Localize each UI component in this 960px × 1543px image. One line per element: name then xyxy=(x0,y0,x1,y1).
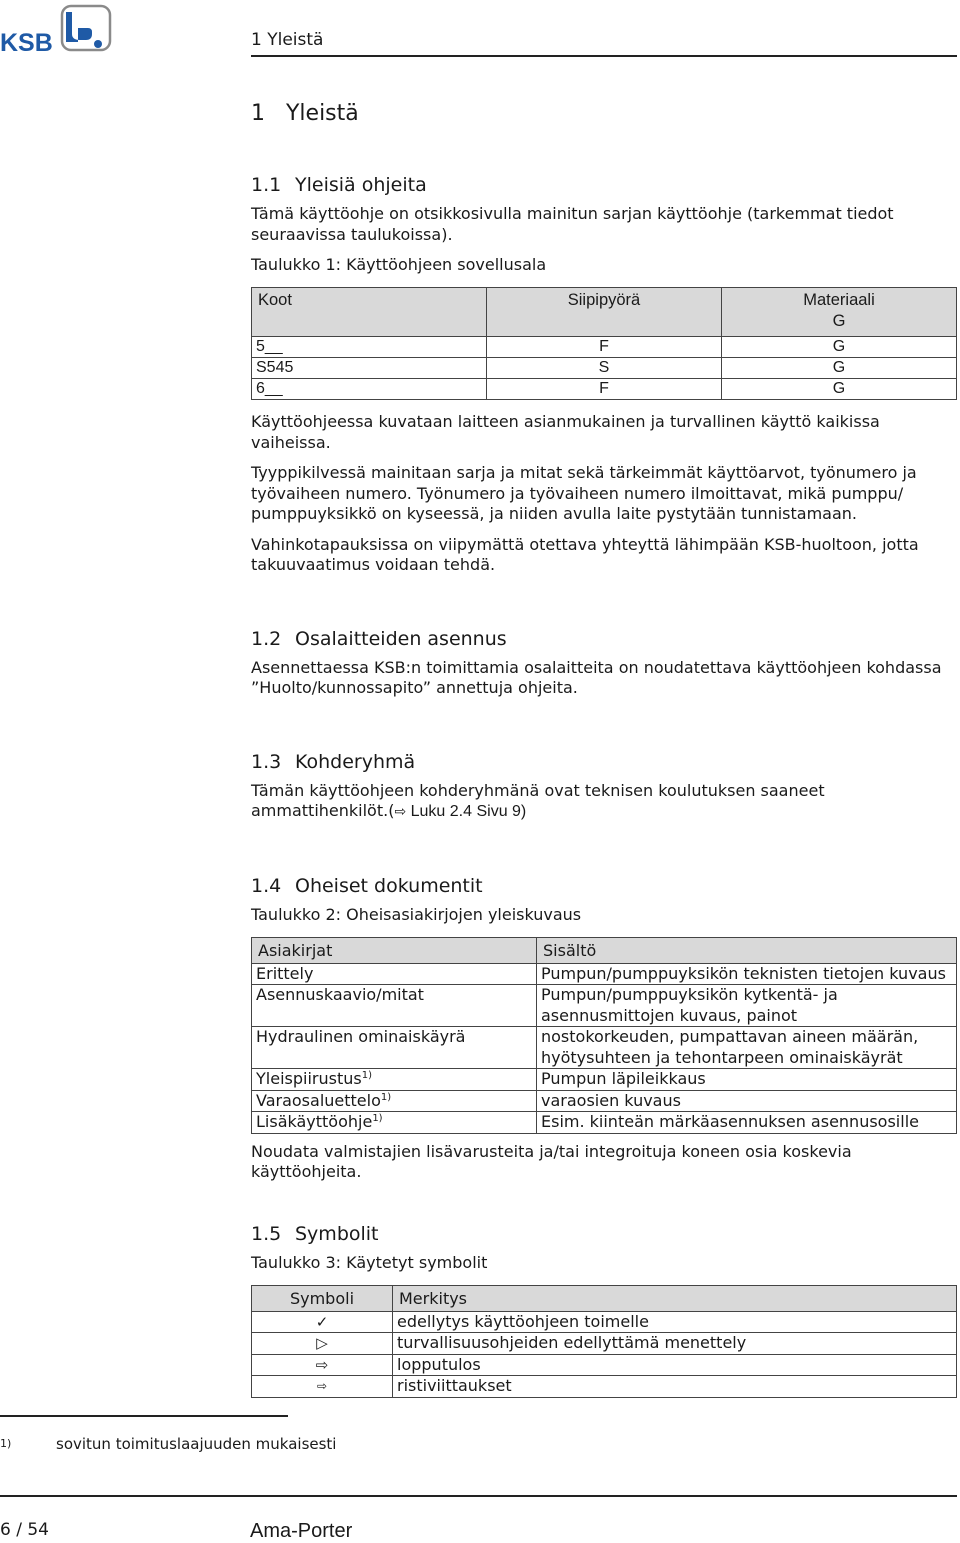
table-row xyxy=(252,985,957,1027)
table-row xyxy=(252,1090,957,1112)
table-1-caption: Taulukko 1: Käyttöohjeen sovellusala xyxy=(251,255,547,274)
doc-name: Hydraulinen ominaiskäyrä xyxy=(256,1027,466,1046)
cell-content: nostokorkeuden, pumpattavan aineen määrän, hyötysuhteen ja tehontarpeen ominaiskäyrät xyxy=(537,1027,957,1069)
cell-impeller: F xyxy=(487,337,722,358)
header-rule xyxy=(251,55,957,57)
footnote-ref: 1) xyxy=(372,1113,383,1124)
col-material-sub: G xyxy=(832,311,846,330)
section-number: 1.5 xyxy=(251,1222,282,1245)
table-row xyxy=(252,1069,957,1091)
section-1-1-p1: Käyttöohjeessa kuvataan laitteen asianmukainen ja turvallinen käyttö kaikissa vaiheissa. xyxy=(251,412,880,452)
cell-content: Pumpun/pumppuyksikön teknisten tietojen kuvaus xyxy=(537,963,957,985)
footer-rule xyxy=(0,1495,957,1497)
footnote-text: sovitun toimituslaajuuden mukaisesti xyxy=(56,1435,337,1453)
cell-document xyxy=(252,1027,537,1069)
col-content: Sisältö xyxy=(537,937,957,963)
page-content xyxy=(251,96,957,1398)
section-1-3-p1 xyxy=(251,781,957,823)
cell-material: G xyxy=(722,358,957,379)
chapter-title-text: Yleistä xyxy=(285,101,359,126)
cell-meaning: lopputulos xyxy=(393,1354,957,1376)
cell-document xyxy=(252,1069,537,1091)
table-row xyxy=(252,1333,957,1355)
cell-material: G xyxy=(722,379,957,400)
footnote-rule xyxy=(0,1415,288,1417)
cell-document xyxy=(252,1112,537,1134)
section-number: 1.2 xyxy=(251,627,282,650)
footnote-ref: 1) xyxy=(380,1091,392,1103)
cell-document xyxy=(252,963,537,985)
section-1-1-p2: Tyyppikilvessä mainitaan sarja ja mitat sekä tärkeimmät käyttöarvot, työnumero ja työvaiheen numero. Työnumero ja työvaiheen numero ilmoittavat, mikä pumppu/ pumppuyksikkö on kyseessä, ja niiden avulla laite pystytään tunnistamaan. xyxy=(251,463,917,523)
cell-document xyxy=(252,985,537,1027)
table-header-row xyxy=(252,937,957,963)
table-2-caption: Taulukko 2: Oheisasiakirjojen yleiskuvaus xyxy=(251,904,582,924)
section-1-2-p1: Asennettaessa KSB:n toimittamia osalaitteita on noudatettava käyttöohjeen kohdassa ”Huolto/kunnossapito” annettuja ohjeita. xyxy=(251,657,942,697)
table-row xyxy=(252,379,957,400)
cell-content: Pumpun/pumppuyksikön kytkentä- ja asennusmittojen kuvaus, painot xyxy=(537,985,957,1027)
col-impeller: Siipipyörä xyxy=(487,288,722,337)
cell-size: S545 xyxy=(252,358,487,379)
cell-meaning: turvallisuusohjeiden edellyttämä menettely xyxy=(393,1333,957,1355)
footnote-ref: 1) xyxy=(361,1070,372,1081)
table-row xyxy=(252,358,957,379)
col-symbol: Symboli xyxy=(252,1285,393,1311)
cross-reference-link[interactable]: Luku 2.4 Sivu 9) xyxy=(406,803,527,820)
cell-size: 5__ xyxy=(252,337,487,358)
table-1-scope xyxy=(251,287,957,400)
cell-material: G xyxy=(722,337,957,358)
section-title: Symbolit xyxy=(295,1222,379,1245)
cell-content: varaosien kuvaus xyxy=(537,1090,957,1112)
table-row xyxy=(252,1376,957,1398)
product-name: Ama-Porter xyxy=(250,1520,353,1542)
doc-name: Erittely xyxy=(256,963,314,983)
section-title: Kohderyhmä xyxy=(295,750,416,773)
table-row xyxy=(252,1354,957,1376)
ksb-b-logo-icon xyxy=(62,6,110,50)
col-meaning: Merkitys xyxy=(393,1285,957,1311)
table-row xyxy=(252,1027,957,1069)
link-arrow-icon: ⇨ xyxy=(394,804,407,820)
section-title: Osalaitteiden asennus xyxy=(295,627,507,650)
triangle-right-icon: ▷ xyxy=(252,1333,393,1355)
section-1-1-heading xyxy=(251,172,957,198)
chapter-number: 1 xyxy=(251,101,265,126)
logo-text: KSB xyxy=(0,29,53,54)
cell-impeller: S xyxy=(487,358,722,379)
col-sizes: Koot xyxy=(252,288,487,337)
cell-impeller: F xyxy=(487,379,722,400)
chapter-title xyxy=(251,96,957,132)
section-number: 1.1 xyxy=(251,174,282,196)
cell-content: Esim. kiinteän märkäasennuksen asennusosille xyxy=(537,1112,957,1134)
section-title: Yleisiä ohjeita xyxy=(295,174,427,196)
cell-size: 6__ xyxy=(252,379,487,400)
table-3-symbols xyxy=(251,1285,957,1398)
running-header: 1 Yleistä xyxy=(251,30,324,50)
footnote-mark: 1) xyxy=(0,1437,12,1450)
table-row xyxy=(252,1311,957,1333)
ksb-logo xyxy=(0,4,115,54)
table-row xyxy=(252,1112,957,1134)
table-header-row xyxy=(252,288,957,337)
col-material-label: Materiaali xyxy=(803,291,875,309)
checkmark-icon: ✓ xyxy=(252,1311,393,1333)
section-number: 1.4 xyxy=(251,874,282,897)
cell-document xyxy=(252,1090,537,1112)
doc-name: Asennuskaavio/mitat xyxy=(256,985,424,1004)
section-1-1-p3: Vahinkotapauksissa on viipymättä otettava yhteyttä lähimpään KSB-huoltoon, jotta takuuvaatimus voidaan tehdä. xyxy=(251,534,919,574)
section-1-5-heading xyxy=(251,1221,957,1247)
section-1-3-text: Tämän käyttöohjeen kohderyhmänä ovat teknisen koulutuksen saaneet ammattihenkilöt.( xyxy=(251,780,825,820)
section-1-1-intro: Tämä käyttöohje on otsikkosivulla mainitun sarjan käyttöohje (tarkemmat tiedot seuraavissa taulukoissa). xyxy=(251,204,894,244)
section-1-4-heading xyxy=(251,873,957,899)
col-documents: Asiakirjat xyxy=(252,937,537,963)
section-title: Oheiset dokumentit xyxy=(295,874,483,897)
arrow-right-icon: ⇨ xyxy=(252,1354,393,1376)
page-number: 6 / 54 xyxy=(0,1520,49,1540)
section-number: 1.3 xyxy=(251,750,282,773)
section-1-4-p1: Noudata valmistajien lisävarusteita ja/tai integroituja koneen osia koskevia käyttöohjeita. xyxy=(251,1141,852,1181)
table-header-row xyxy=(252,1285,957,1311)
small-arrow-right-icon: ⇨ xyxy=(252,1376,393,1398)
doc-name: Yleispiirustus xyxy=(256,1069,362,1088)
doc-name: Varaosaluettelo xyxy=(256,1090,381,1110)
table-row xyxy=(252,963,957,985)
table-2-documents xyxy=(251,937,957,1134)
cell-meaning: edellytys käyttöohjeen toimelle xyxy=(393,1311,957,1333)
table-3-caption: Taulukko 3: Käytetyt symbolit xyxy=(251,1252,488,1272)
table-row xyxy=(252,337,957,358)
section-1-3-heading xyxy=(251,749,957,775)
col-material xyxy=(722,288,957,337)
cell-meaning: ristiviittaukset xyxy=(393,1376,957,1398)
section-1-2-heading xyxy=(251,626,957,652)
doc-name: Lisäkäyttöohje xyxy=(256,1112,373,1131)
cell-content: Pumpun läpileikkaus xyxy=(537,1069,957,1091)
